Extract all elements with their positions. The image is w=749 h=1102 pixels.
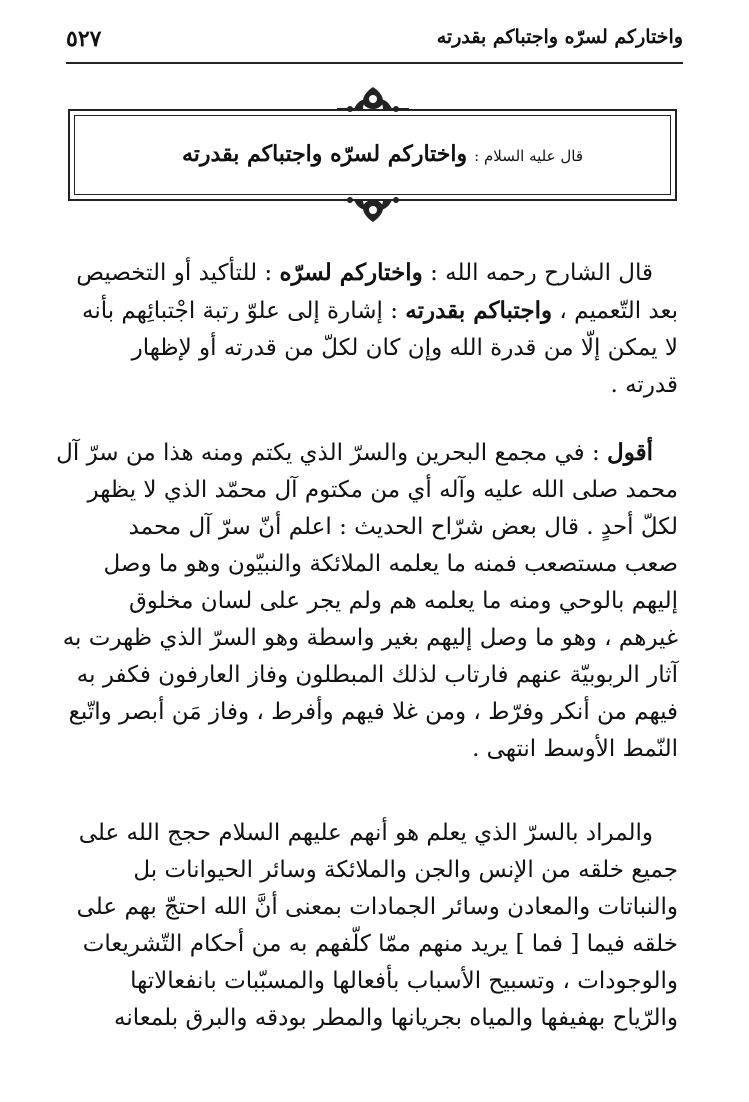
running-title: واختاركم لسرّه واجتباكم بقدرته [436, 26, 683, 48]
bottom-ornament-icon [337, 196, 409, 224]
paragraph-3-line-6-segment-1: والرّياح بهفيفها والمياه بجريانها والمطر بودقه والبرق بلمعانه [114, 1005, 678, 1031]
paragraph-2-line-6 [62, 620, 678, 657]
paragraph-3-line-1-segment-1: والمراد بالسرّ الذي يعلم هو أنهم عليهم السلام حجج الله على [78, 820, 653, 846]
paragraph-2-line-5-segment-1: إليهم بالوحي ومنه ما يعلمه هم ولم يجر على لسان مخلوق [128, 588, 678, 614]
paragraph-1-line-1-segment-1: قال الشارح رحمه الله : [422, 260, 653, 286]
paragraph-3-line-6 [70, 1000, 678, 1037]
paragraph-1-line-2-segment-3: : إشارة إلى علوّ رتبة اجْتبائِهم بأنه [81, 298, 406, 324]
paragraph-2-line-5 [70, 583, 678, 620]
paragraph-3-line-2 [70, 852, 678, 889]
page-header [66, 22, 683, 64]
paragraph-3-line-4-segment-1: خلقه فيما [ فما ] يريد منهم ممّا كلّفهم به من أحكام التّشريعات [82, 931, 678, 957]
quote-intro: قال عليه السلام : [474, 147, 583, 165]
paragraph-2-line-1-segment-1: أقول [607, 439, 653, 466]
paragraph-1-line-1 [70, 254, 678, 292]
paragraph-2-line-3 [70, 509, 678, 546]
paragraph-2-line-2-segment-1: محمد صلى الله عليه وآله أي من مكتوم آل محمّد الذي لا يظهر [87, 477, 678, 503]
paragraph-1-line-2-segment-2: واجتباكم بقدرته [405, 297, 553, 324]
paragraph-1-line-4-segment-1: قدرته . [610, 372, 678, 398]
paragraph-2-line-9 [70, 731, 678, 768]
paragraph-1-line-1-segment-2: واختاركم لسرّه [279, 259, 423, 286]
paragraph-2-line-1 [56, 434, 678, 472]
paragraph-2-line-3-segment-1: لكلّ أحدٍ . قال بعض شرّاح الحديث : اعلم أنّ سرّ آل محمد [128, 514, 678, 540]
paragraph-3-line-2-segment-1: جميع خلقه من الإنس والجن والملائكة وسائر الحيوانات بل [133, 857, 678, 883]
quote-box [68, 109, 677, 201]
paragraph-1-line-3 [70, 330, 678, 367]
paragraph-2-line-6-segment-1: غيرهم ، وهو ما وصل إليهم بغير واسطة وهو السرّ الذي ظهرت به [62, 625, 678, 651]
paragraph-2-line-8-segment-1: فيهم من أنكر وفرّط ، ومن غلا فيهم وأفرط ، وفاز مَن أبصر واتّبع [68, 699, 678, 725]
paragraph-2-line-7 [70, 657, 678, 694]
paragraph-3-line-3-segment-1: والنباتات والمعادن وسائر الجمادات بمعنى أنَّ الله احتجّ بهم على [76, 894, 678, 920]
paragraph-1-line-3-segment-1: لا يمكن إلّا من قدرة الله وإن كان لكلّ من قدرته أو لإظهار [131, 335, 678, 361]
paragraph-2-line-4 [70, 546, 678, 583]
paragraph-3-line-5 [70, 963, 678, 1000]
paragraph-2-line-7-segment-1: آثار الربوبيّة عنهم فارتاب لذلك المبطلون وفاز العارفون فكفر به [76, 662, 678, 688]
quote-main-text: واختاركم لسرّه واجتباكم بقدرته [181, 141, 468, 167]
paragraph-2-line-4-segment-1: صعب مستصعب فمنه ما يعلمه الملائكة والنبيّون وهو ما وصل [103, 551, 678, 577]
quote-text [182, 141, 583, 167]
paragraph-1-line-1-segment-3: : للتأكيد أو التخصيص [76, 260, 280, 286]
paragraph-1-line-2 [70, 292, 678, 330]
paragraph-2-line-8 [70, 694, 678, 731]
paragraph-1-line-4 [70, 367, 678, 404]
paragraph-1 [70, 254, 678, 404]
paragraph-2-line-9-segment-1: النّمط الأوسط انتهى . [472, 736, 678, 762]
paragraph-3-line-5-segment-1: والوجودات ، وتسبيح الأسباب بأفعالها والمسبّبات بانفعالاتها [130, 968, 678, 994]
paragraph-2 [56, 434, 678, 768]
paragraph-2-line-2 [70, 472, 678, 509]
paragraph-2-line-1-segment-2: : في مجمع البحرين والسرّ الذي يكتم ومنه هذا من سرّ آل [56, 440, 608, 466]
paragraph-3-line-1 [70, 815, 678, 852]
page-number: ٥٢٧ [66, 26, 102, 52]
paragraph-3-line-4 [70, 926, 678, 963]
paragraph-1-line-2-segment-1: بعد التّعميم ، [552, 298, 678, 324]
paragraph-3-line-3 [70, 889, 678, 926]
paragraph-3 [70, 815, 678, 1037]
